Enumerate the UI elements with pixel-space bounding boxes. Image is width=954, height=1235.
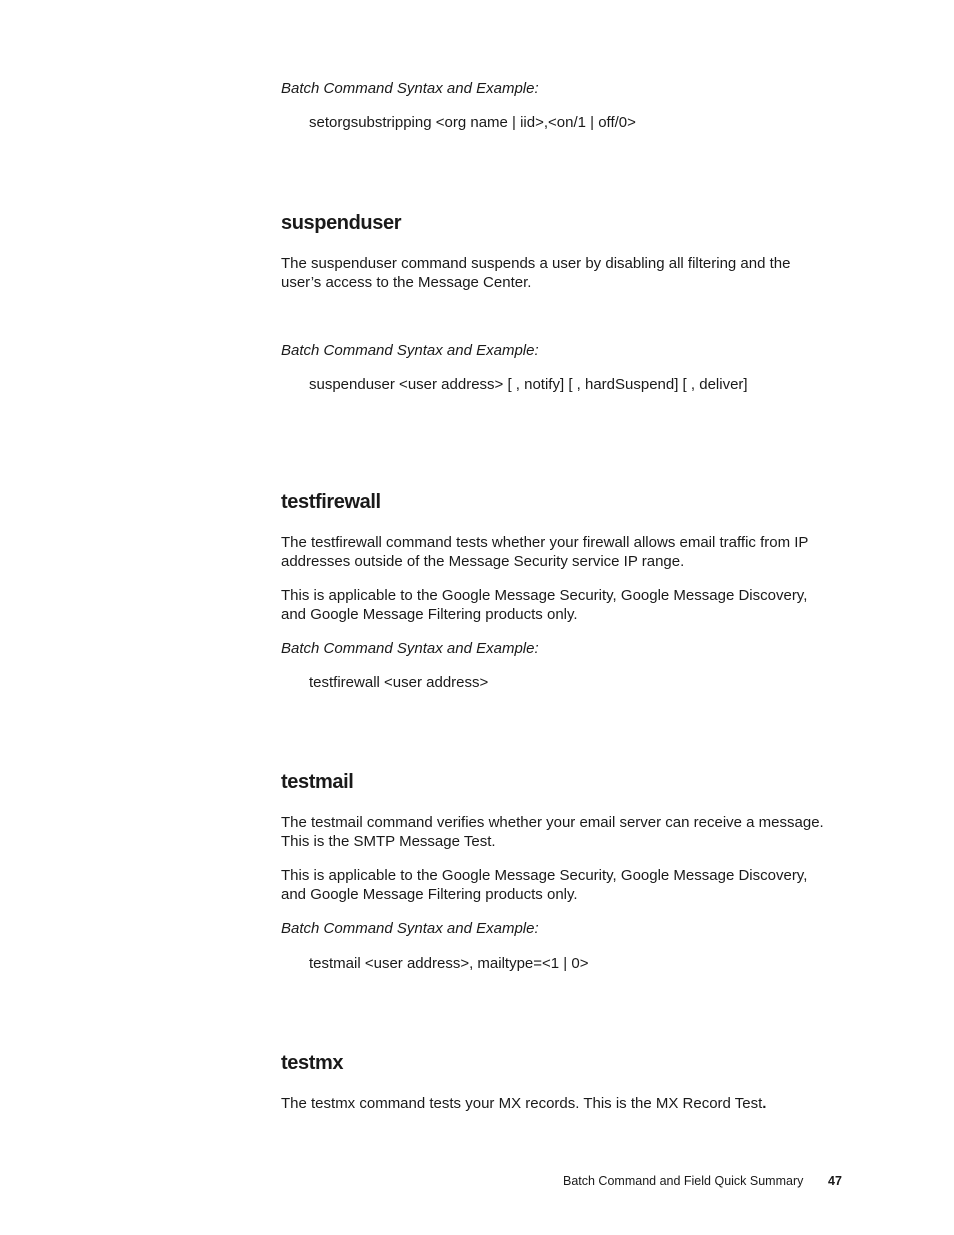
description-line: addresses outside of the Message Security service IP range. [281,552,685,570]
description-line: The testfirewall command tests whether your firewall allows email traffic from IP [281,534,809,551]
section-description [281,255,846,292]
applicability-line: and Google Message Filtering products only. [281,605,578,623]
applicability-line: and Google Message Filtering products only. [281,885,578,903]
page-number: 47 [828,1174,842,1188]
description-period: . [762,1095,767,1112]
section-description [281,814,846,851]
section-description [281,1095,846,1114]
footer-section-title: Batch Command and Field Quick Summary [563,1174,804,1188]
syntax-label: Batch Command Syntax and Example: [281,920,539,937]
command-syntax: setorgsubstripping <org name | iid>,<on/1 | off/0> [309,114,636,131]
section-heading-testmail: testmail [281,771,354,793]
syntax-label: Batch Command Syntax and Example: [281,80,539,97]
syntax-label: Batch Command Syntax and Example: [281,342,539,359]
applicability-note [281,587,846,624]
description-text: The testmx command tests your MX records. This is the MX Record Test [281,1095,763,1112]
applicability-line: This is applicable to the Google Message Security, Google Message Discovery, [281,867,808,884]
section-heading-suspenduser: suspenduser [281,212,402,234]
description-line: The testmail command verifies whether your email server can receive a message. [281,814,824,831]
section-heading-testmx: testmx [281,1052,344,1074]
description-line: user’s access to the Message Center. [281,273,532,291]
command-syntax: suspenduser <user address> [ , notify] [ , hardSuspend] [ , deliver] [309,376,748,393]
applicability-line: This is applicable to the Google Message Security, Google Message Discovery, [281,587,808,604]
syntax-label: Batch Command Syntax and Example: [281,640,539,657]
description-line: This is the SMTP Message Test. [281,832,496,850]
command-syntax: testfirewall <user address> [309,674,489,691]
section-description [281,534,846,571]
description-line: The suspenduser command suspends a user by disabling all filtering and the [281,255,791,272]
applicability-note [281,867,846,904]
section-heading-testfirewall: testfirewall [281,491,381,513]
command-syntax: testmail <user address>, mailtype=<1 | 0> [309,955,589,972]
